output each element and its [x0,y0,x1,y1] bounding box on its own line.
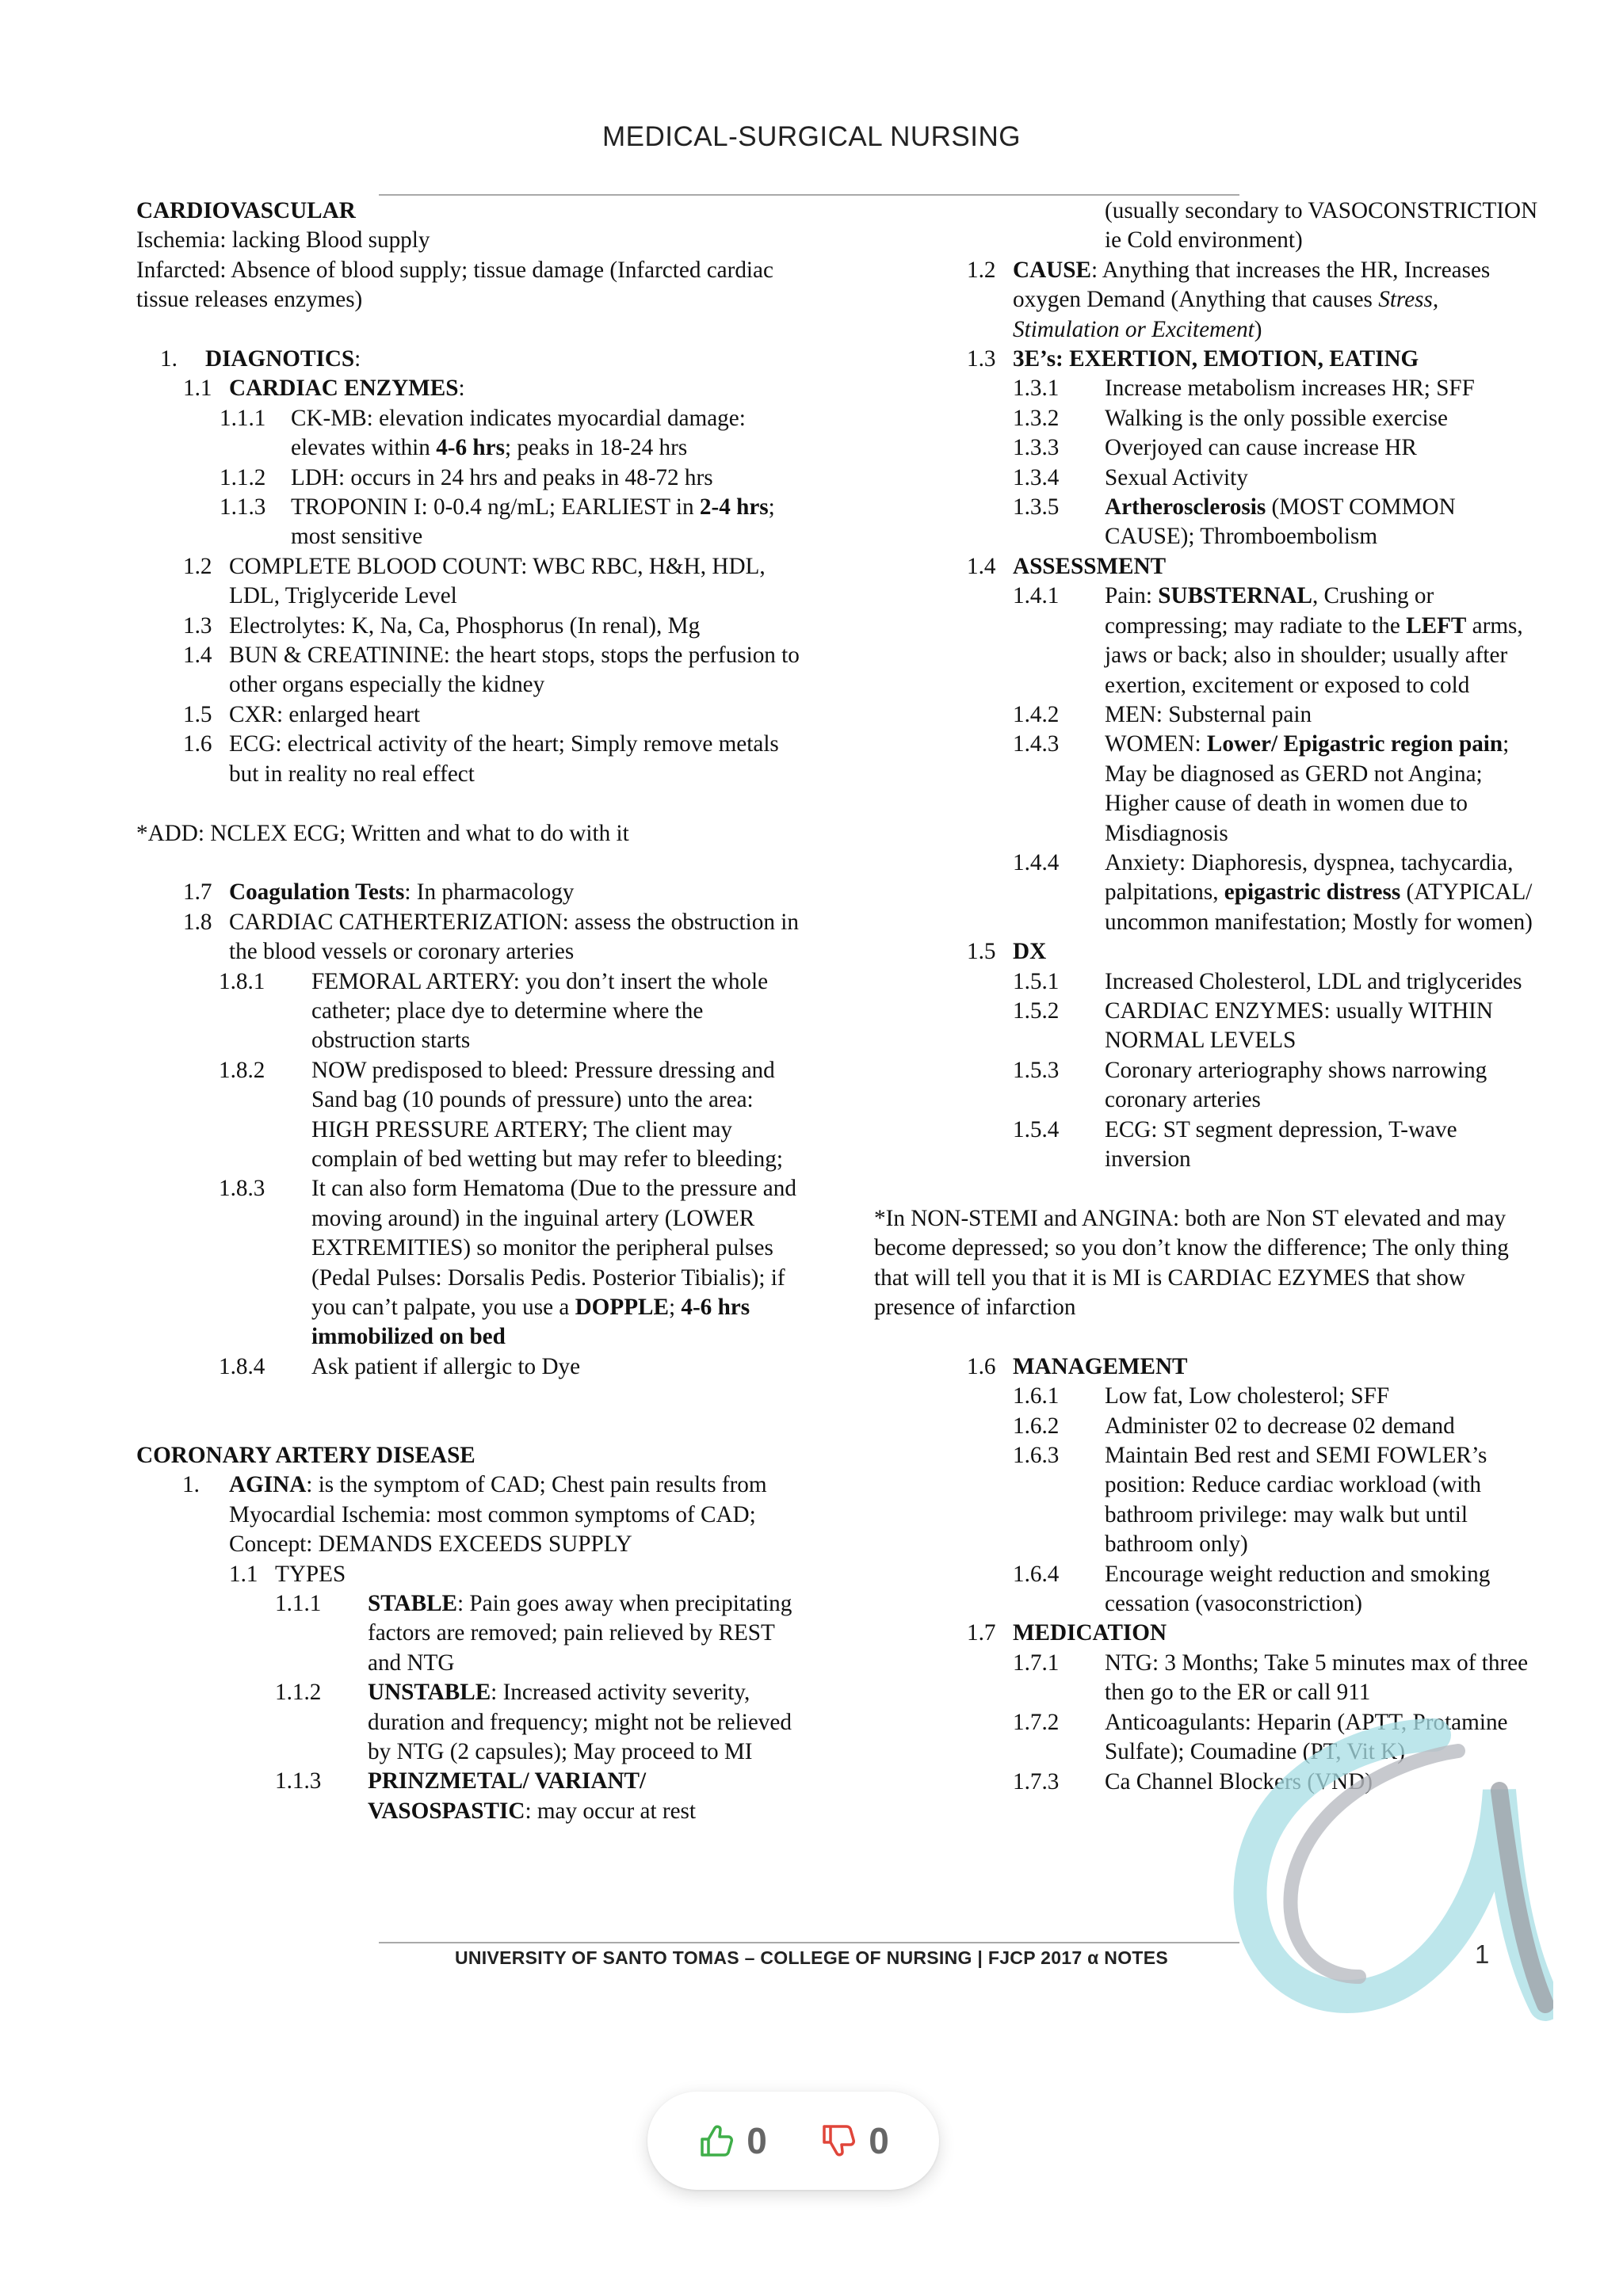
outline-item-1-3-1: 1.3.1 Increase metabolism increases HR; SFF [1013,376,1475,402]
outline-item-1-4: 1.4 BUN & CREATININE: the heart stops, stops the perfusion to other organs especially the kidney [183,643,800,698]
outline-item-medication: 1.7 MEDICATION [967,1620,1167,1646]
outline-item-stable: 1.1.1 STABLE: Pain goes away when precipitating factors are removed; pain relieved by REST and NTG [275,1591,792,1676]
outline-item-1-7-1: 1.7.1 NTG: 3 Months; Take 5 minutes max of three then go to the ER or call 911 [1013,1650,1529,1706]
outline-item-3es: 1.3 3E’s: EXERTION, EMOTION, EATING [967,346,1419,372]
outline-item-1-5: 1.5 CXR: enlarged heart [183,701,420,727]
outline-item-1-7-3: 1.7.3 Ca Channel Blockers (VND) [1013,1768,1373,1794]
outline-item-1-6-2: 1.6.2 Administer 02 to decrease 02 demand [1013,1413,1455,1439]
outline-item-1-6-3: 1.6.3 Maintain Bed rest and SEMI FOWLER’s position: Reduce cardiac workload (with bathroom privilege: may walk but until bathroom only) [1013,1443,1487,1558]
vote-bar [647,2092,939,2190]
intro-ischemia: Ischemia: lacking Blood supply [136,227,430,254]
outline-item-1-3: 1.3 Electrolytes: K, Na, Ca, Phosphorus (In renal), Mg [183,612,701,639]
outline-item-1-3-3: 1.3.3 Overjoyed can cause increase HR [1013,435,1417,461]
outline-item-angina: 1. AGINA: is the symptom of CAD; Chest pain results from Myocardial Ischemia: most common symptoms of CAD; Concept: DEMANDS EXCEEDS SUPPLY [182,1472,767,1558]
outline-item-management: 1.6 MANAGEMENT [967,1353,1188,1379]
outline-item-unstable: 1.1.2 UNSTABLE: Increased activity severity, duration and frequency; might not be relieved by NTG (2 capsules); May proceed to MI [275,1680,792,1765]
outline-item-1-7-2: 1.7.2 Anticoagulants: Heparin (APTT, Protamine Sulfate); Coumadine (PT, Vit K) [1013,1709,1508,1765]
upvote-button[interactable] [697,2119,767,2162]
outline-item-1-1-2: 1.1.2 LDH: occurs in 24 hrs and peaks in 48-72 hrs [220,464,713,490]
outline-item-assessment: 1.4 ASSESSMENT [967,553,1167,579]
page-number: 1 [1475,1939,1490,1969]
header-rule [379,194,1239,196]
right-column [874,196,1544,1797]
outline-item-1-8-4: 1.8.4 Ask patient if allergic to Dye [219,1353,581,1379]
footer-rule [379,1942,1239,1943]
outline-item-1-5-1: 1.5.1 Increased Cholesterol, LDL and triglycerides [1013,968,1522,994]
left-column [136,196,810,1826]
outline-item-1-4-2: 1.4.2 MEN: Substernal pain [1013,701,1312,727]
outline-item-1-8-2: 1.8.2 NOW predisposed to bleed: Pressure dressing and Sand bag (10 pounds of pressure) unto the area: HIGH PRESSURE ARTERY; The client may complain of bed wetting but may refer to bleeding; [219,1057,783,1172]
outline-item-1-4-3: 1.4.3 WOMEN: Lower/ Epigastric region pain; May be diagnosed as GERD not Angina; Higher cause of death in women due to Misdiagnosis [1013,731,1510,846]
outline-item-1-1: 1.1 CARDIAC ENZYMES: [183,376,465,402]
outline-item-1-6: 1.6 ECG: electrical activity of the heart; Simply remove metals but in reality no real effect [183,731,779,787]
outline-item-1-5-3: 1.5.3 Coronary arteriography shows narrowing coronary arteries [1013,1057,1487,1113]
outline-item-1-1-3: 1.1.3 TROPONIN I: 0-0.4 ng/mL; EARLIEST in 2-4 hrs; most sensitive [220,494,775,550]
outline-item-1-8-3: 1.8.3 It can also form Hematoma (Due to the pressure and moving around) in the inguinal artery (LOWER EXTREMITIES) so monitor the peripheral pulses (Pedal Pulses: Dorsalis Pedis. Posterior Tibialis); if you can’t palpate, you use a DOPPLE; 4-6 hrs immobilized on bed [219,1176,796,1350]
outline-item-prinzmetal: 1.1.3 PRINZMETAL/ VARIANT/ VASOSPASTIC: may occur at rest [275,1768,697,1824]
outline-item-1-8-1: 1.8.1 FEMORAL ARTERY: you don’t insert the whole catheter; place dye to determine where the obstruction starts [219,968,769,1054]
outline-item-cause: 1.2 CAUSE: Anything that increases the HR, Increases oxygen Demand (Anything that causes Stress, Stimulation or Excitement) [967,257,1491,342]
thumbs-up-icon [697,2122,735,2160]
cad-section-title: CORONARY ARTERY DISEASE [136,1442,475,1468]
thumbs-down-icon [819,2122,857,2160]
outline-item-1-6-4: 1.6.4 Encourage weight reduction and smoking cessation (vasoconstriction) [1013,1561,1491,1617]
outline-item-1-1-1: 1.1.1 CK-MB: elevation indicates myocardial damage: elevates within 4-6 hrs; peaks in 18-24 hrs [220,405,746,461]
upvote-count: 0 [747,2120,767,2161]
outline-item-diagnostics: 1. DIAGNOTICS: [160,346,361,372]
outline-item-1-8: 1.8 CARDIAC CATHERTERIZATION: assess the obstruction in the blood vessels or coronary arteries [183,909,799,965]
downvote-count: 0 [869,2120,889,2161]
outline-item-1-4-4: 1.4.4 Anxiety: Diaphoresis, dyspnea, tachycardia, palpitations, epigastric distress (ATYPICAL/ uncommon manifestation; Mostly for women) [1013,849,1533,935]
continued-text: (usually secondary to VASOCONSTRICTION ie Cold environment) [1105,198,1538,254]
outline-item-1-6-1: 1.6.1 Low fat, Low cholesterol; SFF [1013,1383,1390,1409]
outline-item-1-4-1: 1.4.1 Pain: SUBSTERNAL, Crushing or compressing; may radiate to the LEFT arms, jaws or back; also in shoulder; usually after exertion, excitement or exposed to cold [1013,583,1523,698]
downvote-button[interactable] [819,2119,889,2162]
outline-item-1-2: 1.2 COMPLETE BLOOD COUNT: WBC RBC, H&H, HDL, LDL, Triglyceride Level [183,553,766,609]
intro-infarcted: Infarcted: Absence of blood supply; tissue damage (Infarcted cardiac tissue releases enzymes) [136,257,773,313]
page-footer: UNIVERSITY OF SANTO TOMAS – COLLEGE OF NURSING | FJCP 2017 α NOTES [454,1947,1169,1968]
page-header-title: MEDICAL-SURGICAL NURSING [602,121,1021,152]
nonstemi-note: *In NON-STEMI and ANGINA: both are Non ST elevated and may become depressed; so you don’t know the difference; The only thing that will tell you that it is MI is CARDIAC EZYMES that show presence of infarction [874,1205,1509,1321]
section-title: CARDIOVASCULAR [136,198,356,223]
outline-item-1-5-4: 1.5.4 ECG: ST segment depression, T-wave inversion [1013,1116,1457,1172]
outline-item-types: 1.1 TYPES [229,1561,346,1587]
alpha-watermark-logo [1173,1703,1553,2036]
outline-item-1-3-2: 1.3.2 Walking is the only possible exercise [1013,405,1448,431]
outline-item-1-3-4: 1.3.4 Sexual Activity [1013,464,1248,490]
add-note: *ADD: NCLEX ECG; Written and what to do with it [136,820,629,846]
outline-item-dx: 1.5 DX [967,939,1047,965]
outline-item-1-7: 1.7 Coagulation Tests: In pharmacology [183,879,575,906]
outline-item-1-3-5: 1.3.5 Artherosclerosis (MOST COMMON CAUSE); Thromboembolism [1013,494,1456,550]
outline-item-1-5-2: 1.5.2 CARDIAC ENZYMES: usually WITHIN NORMAL LEVELS [1013,997,1493,1054]
